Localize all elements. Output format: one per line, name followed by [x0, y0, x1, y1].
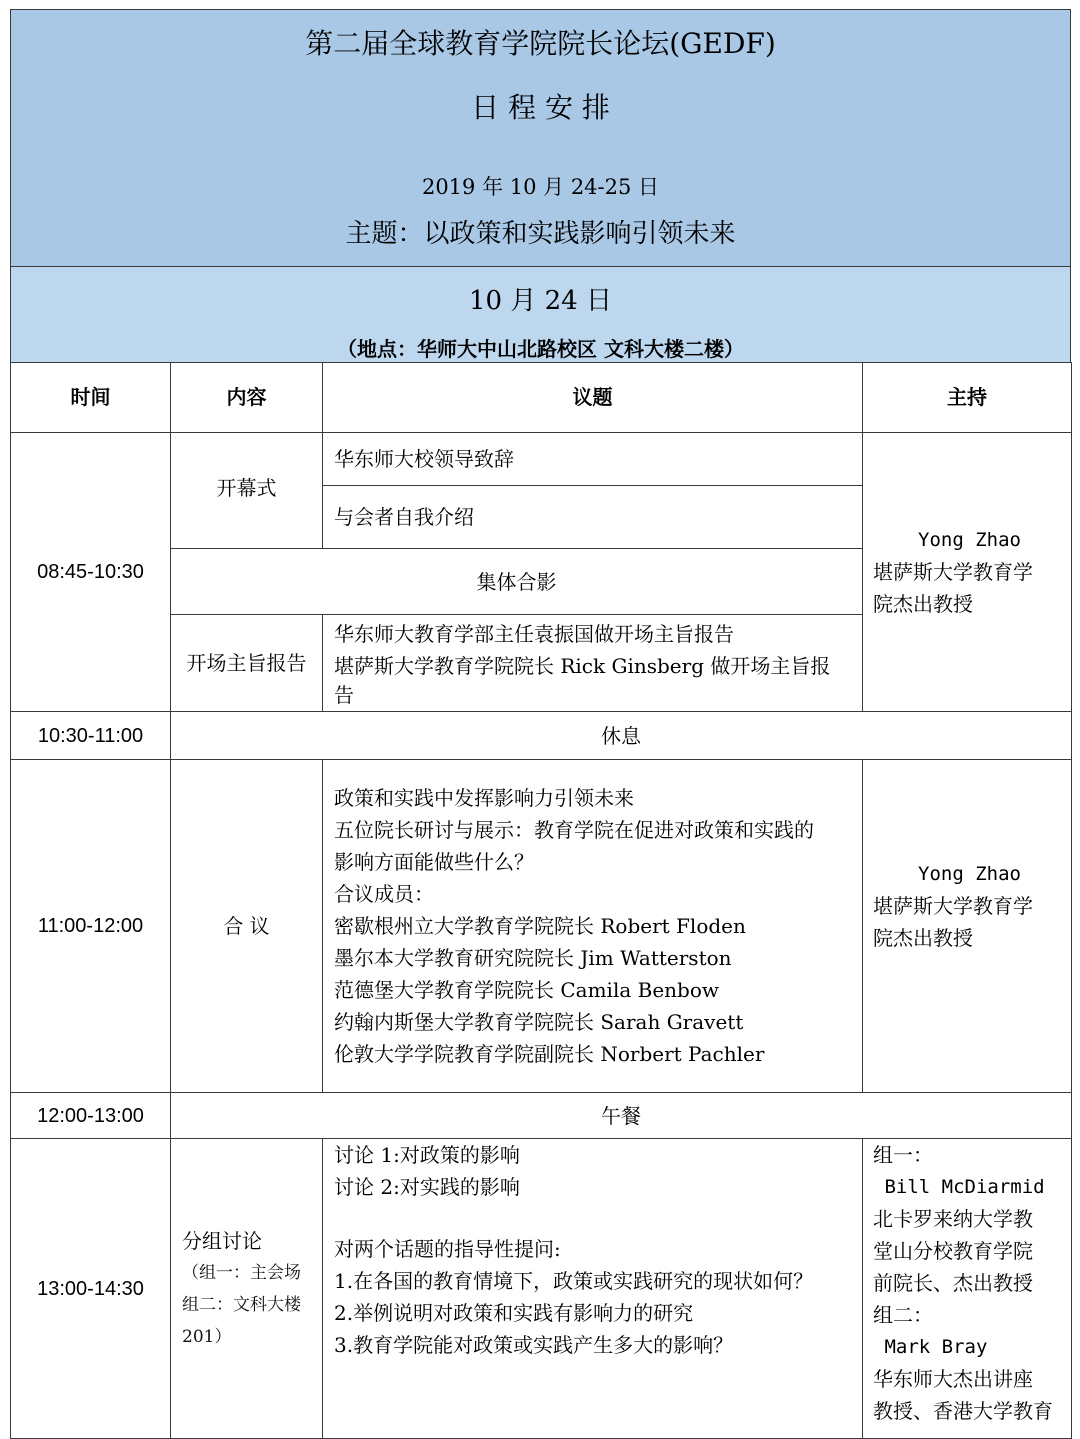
keynote-cell [323, 615, 863, 712]
ceremony-item: 与会者自我介绍 [323, 486, 863, 549]
guiding-question: 1.在各国的教育情境下，政策或实践研究的现状如何？ [334, 1269, 814, 1293]
discussion-line: 讨论 1:对政策的影响 [334, 1143, 520, 1167]
time-cell: 13:00-14:30 [11, 1139, 171, 1439]
col-header-topic: 议题 [323, 363, 863, 433]
meeting-label: 合 议 [171, 760, 323, 1093]
time-cell: 10:30-11:00 [11, 712, 171, 760]
meeting-line: 五位院长研讨与展示：教育学院在促进对政策和实践的 [334, 818, 814, 842]
host-name: Yong Zhao [918, 529, 1021, 551]
host-cell [863, 760, 1072, 1093]
keynote-label: 开场主旨报告 [171, 615, 323, 712]
group-photo: 集体合影 [171, 549, 863, 615]
meeting-line: 范德堡大学教育学院院长 Camila Benbow [334, 978, 719, 1002]
group-topic-cell [323, 1139, 863, 1439]
host-title-line: 堪萨斯大学教育学 [873, 560, 1033, 584]
forum-theme: 主题：以政策和实践影响引领未来 [345, 219, 736, 249]
guiding-question: 2.举例说明对政策和实践有影响力的研究 [334, 1301, 694, 1325]
col-header-content: 内容 [171, 363, 323, 433]
group-venue-line: （组一：主会场 [182, 1262, 301, 1283]
host-name: Bill McDiarmid [873, 1176, 1045, 1198]
host-line: 组二： [873, 1303, 933, 1327]
table-row [11, 433, 1072, 486]
meeting-line: 政策和实践中发挥影响力引领未来 [334, 786, 634, 810]
group-host-cell [863, 1139, 1072, 1439]
meeting-line: 墨尔本大学教育研究院院长 Jim Watterston [334, 946, 732, 970]
group-venue-line: 组二：文科大楼 [182, 1294, 301, 1315]
host-cell [863, 433, 1072, 712]
meeting-line: 约翰内斯堡大学教育学院院长 Sarah Gravett [334, 1010, 744, 1034]
col-header-time: 时间 [11, 363, 171, 433]
table-row [11, 760, 1072, 1093]
group-label: 分组讨论 [182, 1228, 262, 1253]
group-label-cell [171, 1139, 323, 1439]
host-line: 组一： [873, 1143, 933, 1167]
host-name: Mark Bray [873, 1336, 988, 1358]
ceremony-item: 华东师大校领导致辞 [323, 433, 863, 486]
day-header [10, 266, 1071, 363]
schedule-subtitle: 日 程 安 排 [471, 91, 610, 124]
ceremony-label: 开幕式 [171, 433, 323, 549]
table-header-row [11, 363, 1072, 433]
lunch-label: 午餐 [171, 1093, 1072, 1139]
event-dates: 2019 年 10 月 24-25 日 [421, 175, 660, 199]
host-line: 华东师大杰出讲座 [873, 1367, 1033, 1391]
host-line: 堂山分校教育学院 [873, 1239, 1033, 1263]
schedule-table [10, 362, 1072, 1439]
keynote-line: 告 [334, 683, 354, 707]
host-line: 前院长、杰出教授 [873, 1271, 1033, 1295]
col-header-host: 主持 [863, 363, 1072, 433]
forum-title: 第二届全球教育学院院长论坛(GEDF) [305, 27, 776, 60]
time-cell: 08:45-10:30 [11, 433, 171, 712]
host-title-line: 院杰出教授 [873, 926, 973, 950]
time-cell: 11:00-12:00 [11, 760, 171, 1093]
meeting-topic-cell [323, 760, 863, 1093]
table-row [11, 712, 1072, 760]
meeting-line: 伦敦大学学院教育学院副院长 Norbert Pachler [334, 1042, 765, 1066]
discussion-line: 讨论 2:对实践的影响 [334, 1175, 520, 1199]
keynote-line: 堪萨斯大学教育学院院长 Rick Ginsberg 做开场主旨报 [334, 654, 831, 678]
time-cell: 12:00-13:00 [11, 1093, 171, 1139]
break-label: 休息 [171, 712, 1072, 760]
meeting-line: 影响方面能做些什么？ [334, 850, 534, 874]
host-line: 北卡罗来纳大学教 [873, 1207, 1033, 1231]
table-row [11, 1139, 1072, 1439]
meeting-line: 合议成员： [334, 882, 434, 906]
day-location: （地点：华师大中山北路校区 文科大楼二楼） [337, 337, 744, 361]
keynote-line: 华东师大教育学部主任袁振国做开场主旨报告 [334, 622, 734, 646]
host-name: Yong Zhao [918, 863, 1021, 885]
guiding-question: 3.教育学院能对政策或实践产生多大的影响？ [334, 1333, 734, 1357]
group-venue-line: 201） [182, 1326, 232, 1347]
host-title-line: 堪萨斯大学教育学 [873, 894, 1033, 918]
host-title-line: 院杰出教授 [873, 592, 973, 616]
table-row [11, 1093, 1072, 1139]
meeting-line: 密歇根州立大学教育学院院长 Robert Floden [334, 914, 746, 938]
host-line: 教授、香港大学教育 [873, 1399, 1053, 1423]
day-date: 10 月 24 日 [469, 286, 612, 316]
guiding-question: 对两个话题的指导性提问: [334, 1237, 561, 1261]
forum-header [10, 9, 1071, 267]
